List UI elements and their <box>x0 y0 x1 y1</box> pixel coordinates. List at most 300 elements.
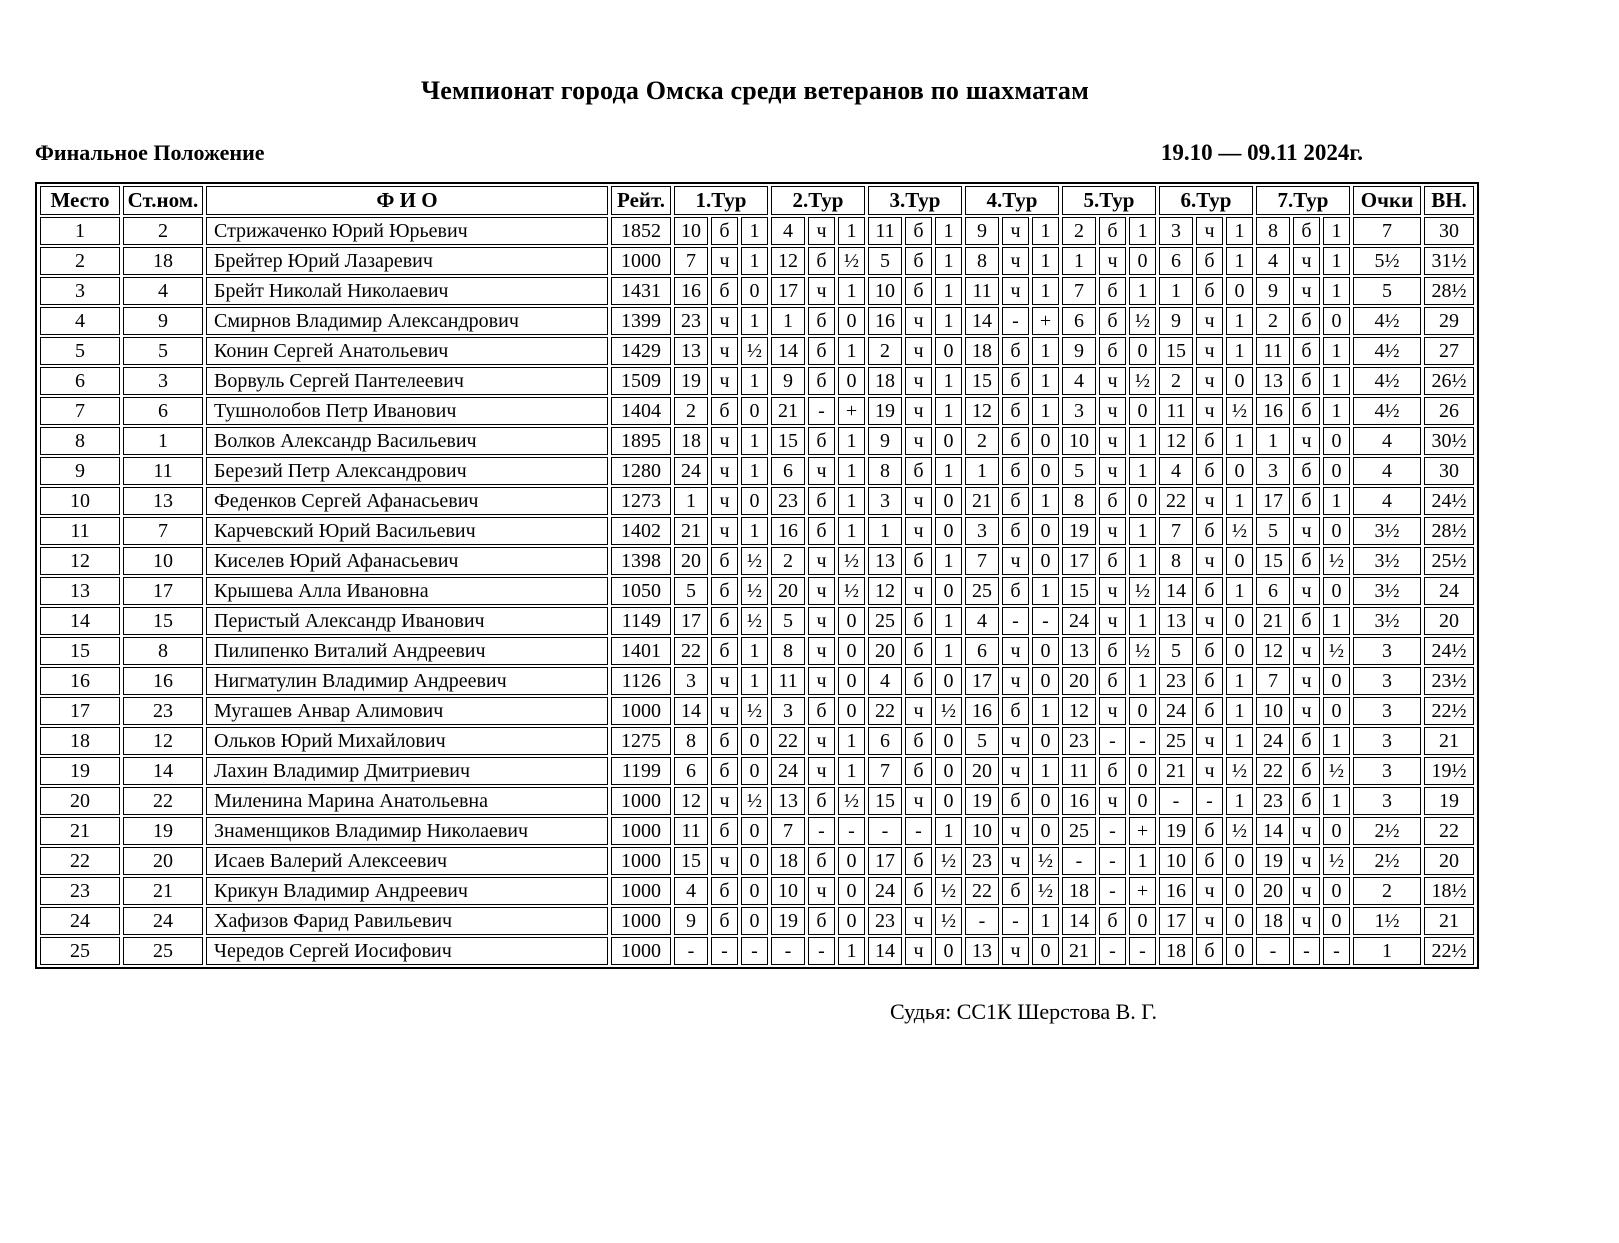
cell-points: 4 <box>1353 487 1421 515</box>
cell-round-3-color: ч <box>905 337 932 365</box>
cell-buchholz: 26½ <box>1424 367 1474 395</box>
cell-round-6-color: б <box>1196 637 1223 665</box>
cell-round-2-result: ½ <box>838 577 865 605</box>
cell-place: 3 <box>40 277 120 305</box>
date-range: 19.10 — 09.11 2024г. <box>1160 140 1363 165</box>
cell-start-num: 18 <box>123 247 203 275</box>
cell-round-2-color: б <box>808 847 835 875</box>
cell-round-3-result: 0 <box>935 727 962 755</box>
cell-start-num: 9 <box>123 307 203 335</box>
cell-round-3-result: ½ <box>935 847 962 875</box>
cell-round-5-color: ч <box>1099 457 1126 485</box>
cell-round-4-color: б <box>1002 337 1029 365</box>
cell-round-6-result: 1 <box>1226 577 1253 605</box>
cell-round-6-color: б <box>1196 427 1223 455</box>
cell-round-6-color: ч <box>1196 907 1223 935</box>
cell-points: 1½ <box>1353 907 1421 935</box>
cell-buchholz: 22½ <box>1424 937 1474 965</box>
cell-round-5-result: 1 <box>1129 667 1156 695</box>
cell-place: 14 <box>40 607 120 635</box>
cell-round-6-result: 0 <box>1226 547 1253 575</box>
cell-round-3-opponent: 3 <box>868 487 902 515</box>
cell-buchholz: 27 <box>1424 337 1474 365</box>
cell-round-1-color: ч <box>711 667 738 695</box>
cell-round-4-result: 1 <box>1032 217 1059 245</box>
cell-round-2-result: 1 <box>838 487 865 515</box>
cell-buchholz: 28½ <box>1424 277 1474 305</box>
cell-points: 2½ <box>1353 817 1421 845</box>
header-start-num: Ст.ном. <box>123 186 203 215</box>
cell-round-1-opponent: 23 <box>674 307 708 335</box>
cell-round-3-result: 0 <box>935 757 962 785</box>
cell-points: 2 <box>1353 877 1421 905</box>
cell-round-6-opponent: 6 <box>1159 247 1193 275</box>
cell-round-4-result: 0 <box>1032 517 1059 545</box>
cell-round-5-color: ч <box>1099 427 1126 455</box>
cell-buchholz: 22 <box>1424 817 1474 845</box>
cell-round-4-result: 0 <box>1032 787 1059 815</box>
cell-round-7-color: б <box>1293 307 1320 335</box>
cell-round-6-color: ч <box>1196 727 1223 755</box>
cell-round-7-color: ч <box>1293 847 1320 875</box>
cell-round-1-result: 1 <box>741 667 768 695</box>
cell-round-6-result: 0 <box>1226 607 1253 635</box>
cell-round-5-result: ½ <box>1129 577 1156 605</box>
cell-round-6-opponent: 3 <box>1159 217 1193 245</box>
cell-round-1-opponent: 11 <box>674 817 708 845</box>
cell-round-2-color: ч <box>808 757 835 785</box>
footer <box>35 999 1475 1025</box>
cell-round-4-result: 1 <box>1032 247 1059 275</box>
table-row <box>40 637 1474 665</box>
cell-place: 23 <box>40 877 120 905</box>
cell-round-2-result: 1 <box>838 937 865 965</box>
table-row <box>40 367 1474 395</box>
cell-round-4-color: ч <box>1002 667 1029 695</box>
cell-round-6-color: ч <box>1196 487 1223 515</box>
cell-start-num: 24 <box>123 907 203 935</box>
table-row <box>40 337 1474 365</box>
cell-name: Крышева Алла Ивановна <box>206 577 608 605</box>
table-row <box>40 457 1474 485</box>
cell-round-1-result: ½ <box>741 577 768 605</box>
cell-round-3-result: 0 <box>935 337 962 365</box>
cell-round-5-opponent: 5 <box>1062 457 1096 485</box>
cell-round-4-color: ч <box>1002 757 1029 785</box>
cell-round-5-result: 0 <box>1129 487 1156 515</box>
cell-round-6-result: ½ <box>1226 397 1253 425</box>
table-row <box>40 577 1474 605</box>
cell-round-2-result: 0 <box>838 847 865 875</box>
cell-points: 3 <box>1353 667 1421 695</box>
cell-round-4-color: б <box>1002 457 1029 485</box>
cell-round-1-color: б <box>711 877 738 905</box>
cell-round-5-opponent: 24 <box>1062 607 1096 635</box>
cell-round-6-opponent: 17 <box>1159 907 1193 935</box>
cell-round-2-result: 0 <box>838 907 865 935</box>
cell-round-6-opponent: 2 <box>1159 367 1193 395</box>
cell-rating: 1275 <box>611 727 671 755</box>
cell-buchholz: 19½ <box>1424 757 1474 785</box>
cell-round-4-color: ч <box>1002 727 1029 755</box>
cell-round-7-opponent: 2 <box>1256 307 1290 335</box>
cell-start-num: 7 <box>123 517 203 545</box>
cell-round-5-color: б <box>1099 757 1126 785</box>
cell-round-6-color: - <box>1196 787 1223 815</box>
cell-buchholz: 20 <box>1424 607 1474 635</box>
cell-round-6-color: ч <box>1196 217 1223 245</box>
cell-round-4-result: 1 <box>1032 577 1059 605</box>
cell-round-5-opponent: 16 <box>1062 787 1096 815</box>
header-name: Ф И О <box>206 186 608 215</box>
cell-start-num: 4 <box>123 277 203 305</box>
cell-rating: 1000 <box>611 937 671 965</box>
cell-round-5-result: + <box>1129 877 1156 905</box>
header-round-2: 2.Тур <box>771 186 865 215</box>
cell-place: 19 <box>40 757 120 785</box>
cell-round-1-opponent: 18 <box>674 427 708 455</box>
cell-round-1-opponent: 2 <box>674 397 708 425</box>
cell-round-1-opponent: 13 <box>674 337 708 365</box>
cell-round-5-opponent: 9 <box>1062 337 1096 365</box>
cell-round-5-opponent: 21 <box>1062 937 1096 965</box>
cell-round-6-result: 0 <box>1226 367 1253 395</box>
cell-round-4-color: ч <box>1002 247 1029 275</box>
cell-round-4-result: 1 <box>1032 277 1059 305</box>
cell-round-4-result: 0 <box>1032 667 1059 695</box>
cell-round-4-opponent: 1 <box>965 457 999 485</box>
table-row <box>40 787 1474 815</box>
cell-round-7-result: 0 <box>1323 307 1350 335</box>
cell-round-4-result: 1 <box>1032 367 1059 395</box>
cell-round-5-result: 1 <box>1129 847 1156 875</box>
cell-round-2-opponent: 5 <box>771 607 805 635</box>
cell-round-6-result: 1 <box>1226 727 1253 755</box>
cell-round-2-color: б <box>808 427 835 455</box>
cell-place: 16 <box>40 667 120 695</box>
cell-round-1-result: 0 <box>741 907 768 935</box>
cell-round-4-opponent: 20 <box>965 757 999 785</box>
cell-rating: 1149 <box>611 607 671 635</box>
cell-round-5-opponent: 13 <box>1062 637 1096 665</box>
cell-round-5-result: 1 <box>1129 217 1156 245</box>
cell-round-5-color: ч <box>1099 607 1126 635</box>
cell-round-1-result: - <box>741 937 768 965</box>
cell-round-2-opponent: 10 <box>771 877 805 905</box>
cell-rating: 1000 <box>611 817 671 845</box>
cell-round-2-opponent: 18 <box>771 847 805 875</box>
cell-round-2-opponent: 1 <box>771 307 805 335</box>
cell-name: Ворвуль Сергей Пантелеевич <box>206 367 608 395</box>
cell-buchholz: 24½ <box>1424 637 1474 665</box>
cell-round-6-opponent: 9 <box>1159 307 1193 335</box>
cell-round-1-color: ч <box>711 847 738 875</box>
cell-round-7-opponent: 13 <box>1256 367 1290 395</box>
cell-points: 4½ <box>1353 307 1421 335</box>
cell-round-3-result: 0 <box>935 487 962 515</box>
table-row <box>40 727 1474 755</box>
cell-round-6-result: 0 <box>1226 637 1253 665</box>
cell-round-1-opponent: 17 <box>674 607 708 635</box>
cell-round-7-color: ч <box>1293 637 1320 665</box>
cell-round-2-opponent: 6 <box>771 457 805 485</box>
cell-round-6-result: 1 <box>1226 247 1253 275</box>
cell-round-4-color: ч <box>1002 217 1029 245</box>
cell-round-7-color: ч <box>1293 817 1320 845</box>
cell-points: 4½ <box>1353 337 1421 365</box>
cell-round-5-opponent: 19 <box>1062 517 1096 545</box>
cell-round-4-color: - <box>1002 607 1029 635</box>
cell-round-5-color: б <box>1099 277 1126 305</box>
cell-round-3-result: 1 <box>935 277 962 305</box>
cell-round-4-result: 1 <box>1032 697 1059 725</box>
cell-round-7-opponent: - <box>1256 937 1290 965</box>
cell-place: 25 <box>40 937 120 965</box>
cell-place: 13 <box>40 577 120 605</box>
cell-round-4-result: 0 <box>1032 937 1059 965</box>
cell-round-3-color: б <box>905 667 932 695</box>
cell-round-2-result: 1 <box>838 427 865 455</box>
cell-round-6-result: 1 <box>1226 307 1253 335</box>
cell-buchholz: 28½ <box>1424 517 1474 545</box>
cell-round-5-result: 0 <box>1129 247 1156 275</box>
cell-round-5-color: б <box>1099 487 1126 515</box>
cell-round-3-result: 1 <box>935 367 962 395</box>
cell-round-2-result: 0 <box>838 607 865 635</box>
cell-name: Смирнов Владимир Александрович <box>206 307 608 335</box>
cell-round-1-result: 1 <box>741 427 768 455</box>
cell-round-2-opponent: 7 <box>771 817 805 845</box>
cell-round-2-color: ч <box>808 877 835 905</box>
cell-round-3-result: 1 <box>935 457 962 485</box>
cell-round-2-color: б <box>808 907 835 935</box>
header-round-4: 4.Тур <box>965 186 1059 215</box>
cell-round-3-color: б <box>905 247 932 275</box>
cell-round-5-result: 1 <box>1129 457 1156 485</box>
cell-name: Крикун Владимир Андреевич <box>206 877 608 905</box>
cell-round-5-result: ½ <box>1129 637 1156 665</box>
cell-round-7-opponent: 16 <box>1256 397 1290 425</box>
cell-name: Брейт Николай Николаевич <box>206 277 608 305</box>
cell-round-6-color: б <box>1196 817 1223 845</box>
cell-buchholz: 18½ <box>1424 877 1474 905</box>
cell-round-7-opponent: 12 <box>1256 637 1290 665</box>
table-row <box>40 547 1474 575</box>
cell-round-4-opponent: 8 <box>965 247 999 275</box>
cell-round-5-color: б <box>1099 907 1126 935</box>
cell-round-6-result: 0 <box>1226 877 1253 905</box>
cell-round-3-result: 1 <box>935 547 962 575</box>
cell-start-num: 14 <box>123 757 203 785</box>
header-points: Очки <box>1353 186 1421 215</box>
cell-round-3-opponent: 12 <box>868 577 902 605</box>
cell-round-7-color: ч <box>1293 427 1320 455</box>
cell-round-1-opponent: 19 <box>674 367 708 395</box>
table-row <box>40 877 1474 905</box>
cell-round-3-opponent: - <box>868 817 902 845</box>
cell-start-num: 15 <box>123 607 203 635</box>
cell-round-5-result: 1 <box>1129 517 1156 545</box>
cell-name: Хафизов Фарид Равильевич <box>206 907 608 935</box>
cell-round-4-result: + <box>1032 307 1059 335</box>
cell-round-1-result: 0 <box>741 397 768 425</box>
cell-round-6-opponent: 22 <box>1159 487 1193 515</box>
cell-round-3-color: ч <box>905 787 932 815</box>
cell-round-7-result: ½ <box>1323 847 1350 875</box>
cell-rating: 1126 <box>611 667 671 695</box>
cell-round-5-opponent: 7 <box>1062 277 1096 305</box>
cell-round-6-opponent: 16 <box>1159 877 1193 905</box>
cell-rating: 1431 <box>611 277 671 305</box>
cell-points: 4 <box>1353 457 1421 485</box>
cell-round-6-opponent: 4 <box>1159 457 1193 485</box>
cell-round-5-result: 0 <box>1129 757 1156 785</box>
cell-round-5-color: ч <box>1099 367 1126 395</box>
cell-round-6-opponent: 8 <box>1159 547 1193 575</box>
cell-round-1-result: 1 <box>741 517 768 545</box>
cell-round-1-opponent: 15 <box>674 847 708 875</box>
cell-round-4-opponent: 19 <box>965 787 999 815</box>
cell-round-6-opponent: 21 <box>1159 757 1193 785</box>
cell-round-4-opponent: 18 <box>965 337 999 365</box>
cell-name: Конин Сергей Анатольевич <box>206 337 608 365</box>
cell-round-5-result: 0 <box>1129 697 1156 725</box>
cell-points: 4½ <box>1353 397 1421 425</box>
cell-round-7-result: 1 <box>1323 337 1350 365</box>
cell-round-7-color: - <box>1293 937 1320 965</box>
cell-round-7-color: ч <box>1293 577 1320 605</box>
cell-round-2-result: 1 <box>838 277 865 305</box>
cell-name: Волков Александр Васильевич <box>206 427 608 455</box>
cell-round-4-result: - <box>1032 607 1059 635</box>
cell-place: 10 <box>40 487 120 515</box>
cell-round-5-result: 0 <box>1129 787 1156 815</box>
cell-round-5-result: 0 <box>1129 337 1156 365</box>
cell-buchholz: 24 <box>1424 577 1474 605</box>
cell-round-1-opponent: 20 <box>674 547 708 575</box>
cell-round-3-opponent: 4 <box>868 667 902 695</box>
cell-rating: 1399 <box>611 307 671 335</box>
cell-round-5-color: - <box>1099 877 1126 905</box>
cell-round-5-result: ½ <box>1129 307 1156 335</box>
table-row <box>40 517 1474 545</box>
cell-round-1-result: 0 <box>741 727 768 755</box>
cell-round-5-result: 1 <box>1129 547 1156 575</box>
cell-round-6-result: 0 <box>1226 457 1253 485</box>
cell-name: Ольков Юрий Михайлович <box>206 727 608 755</box>
cell-round-7-result: 0 <box>1323 427 1350 455</box>
cell-round-5-opponent: 2 <box>1062 217 1096 245</box>
cell-round-5-color: - <box>1099 727 1126 755</box>
cell-round-4-result: 0 <box>1032 637 1059 665</box>
cell-round-4-opponent: 10 <box>965 817 999 845</box>
cell-place: 24 <box>40 907 120 935</box>
cell-round-3-opponent: 13 <box>868 547 902 575</box>
cell-round-6-opponent: 19 <box>1159 817 1193 845</box>
cell-round-5-opponent: 3 <box>1062 397 1096 425</box>
header-buchholz: ВН. <box>1424 186 1474 215</box>
cell-round-1-color: - <box>711 937 738 965</box>
cell-place: 6 <box>40 367 120 395</box>
cell-round-6-opponent: 7 <box>1159 517 1193 545</box>
cell-round-4-result: 0 <box>1032 817 1059 845</box>
cell-round-5-opponent: 8 <box>1062 487 1096 515</box>
cell-round-2-opponent: 21 <box>771 397 805 425</box>
cell-round-1-color: ч <box>711 427 738 455</box>
cell-round-6-result: 1 <box>1226 787 1253 815</box>
cell-name: Киселев Юрий Афанасьевич <box>206 547 608 575</box>
cell-round-3-result: 1 <box>935 637 962 665</box>
cell-place: 2 <box>40 247 120 275</box>
table-row <box>40 907 1474 935</box>
cell-round-6-result: 1 <box>1226 487 1253 515</box>
cell-round-1-result: ½ <box>741 547 768 575</box>
cell-place: 18 <box>40 727 120 755</box>
cell-rating: 1000 <box>611 847 671 875</box>
cell-round-7-result: 0 <box>1323 667 1350 695</box>
cell-round-1-result: ½ <box>741 337 768 365</box>
cell-round-5-opponent: 23 <box>1062 727 1096 755</box>
table-row <box>40 277 1474 305</box>
cell-round-5-color: б <box>1099 337 1126 365</box>
cell-round-6-color: ч <box>1196 367 1223 395</box>
cell-round-1-color: ч <box>711 517 738 545</box>
cell-round-2-result: 1 <box>838 517 865 545</box>
cell-round-6-result: 0 <box>1226 937 1253 965</box>
cell-round-2-color: - <box>808 397 835 425</box>
cell-round-7-opponent: 5 <box>1256 517 1290 545</box>
cell-start-num: 1 <box>123 427 203 455</box>
cell-round-7-color: б <box>1293 487 1320 515</box>
cell-round-5-color: б <box>1099 547 1126 575</box>
cell-round-1-opponent: 12 <box>674 787 708 815</box>
table-row <box>40 307 1474 335</box>
cell-round-7-result: 1 <box>1323 487 1350 515</box>
cell-round-1-opponent: 21 <box>674 517 708 545</box>
cell-round-6-opponent: 1 <box>1159 277 1193 305</box>
cell-round-1-result: 0 <box>741 487 768 515</box>
header-round-5: 5.Тур <box>1062 186 1156 215</box>
cell-buchholz: 31½ <box>1424 247 1474 275</box>
cell-buchholz: 21 <box>1424 727 1474 755</box>
cell-points: 3 <box>1353 787 1421 815</box>
cell-round-2-color: ч <box>808 217 835 245</box>
cell-round-3-opponent: 18 <box>868 367 902 395</box>
cell-round-7-color: б <box>1293 337 1320 365</box>
cell-start-num: 3 <box>123 367 203 395</box>
cell-round-5-opponent: 15 <box>1062 577 1096 605</box>
cell-round-4-result: 1 <box>1032 487 1059 515</box>
cell-place: 21 <box>40 817 120 845</box>
cell-name: Перистый Александр Иванович <box>206 607 608 635</box>
cell-round-7-opponent: 10 <box>1256 697 1290 725</box>
cell-start-num: 10 <box>123 547 203 575</box>
cell-round-1-color: б <box>711 577 738 605</box>
cell-round-5-color: ч <box>1099 697 1126 725</box>
cell-name: Миленина Марина Анатольевна <box>206 787 608 815</box>
cell-round-3-opponent: 22 <box>868 697 902 725</box>
cell-round-2-color: ч <box>808 547 835 575</box>
cell-round-5-result: ½ <box>1129 367 1156 395</box>
cell-round-2-opponent: 11 <box>771 667 805 695</box>
cell-start-num: 19 <box>123 817 203 845</box>
table-row <box>40 697 1474 725</box>
cell-round-4-color: б <box>1002 397 1029 425</box>
cell-name: Брейтер Юрий Лазаревич <box>206 247 608 275</box>
cell-round-7-opponent: 14 <box>1256 817 1290 845</box>
cell-start-num: 22 <box>123 787 203 815</box>
cell-place: 9 <box>40 457 120 485</box>
